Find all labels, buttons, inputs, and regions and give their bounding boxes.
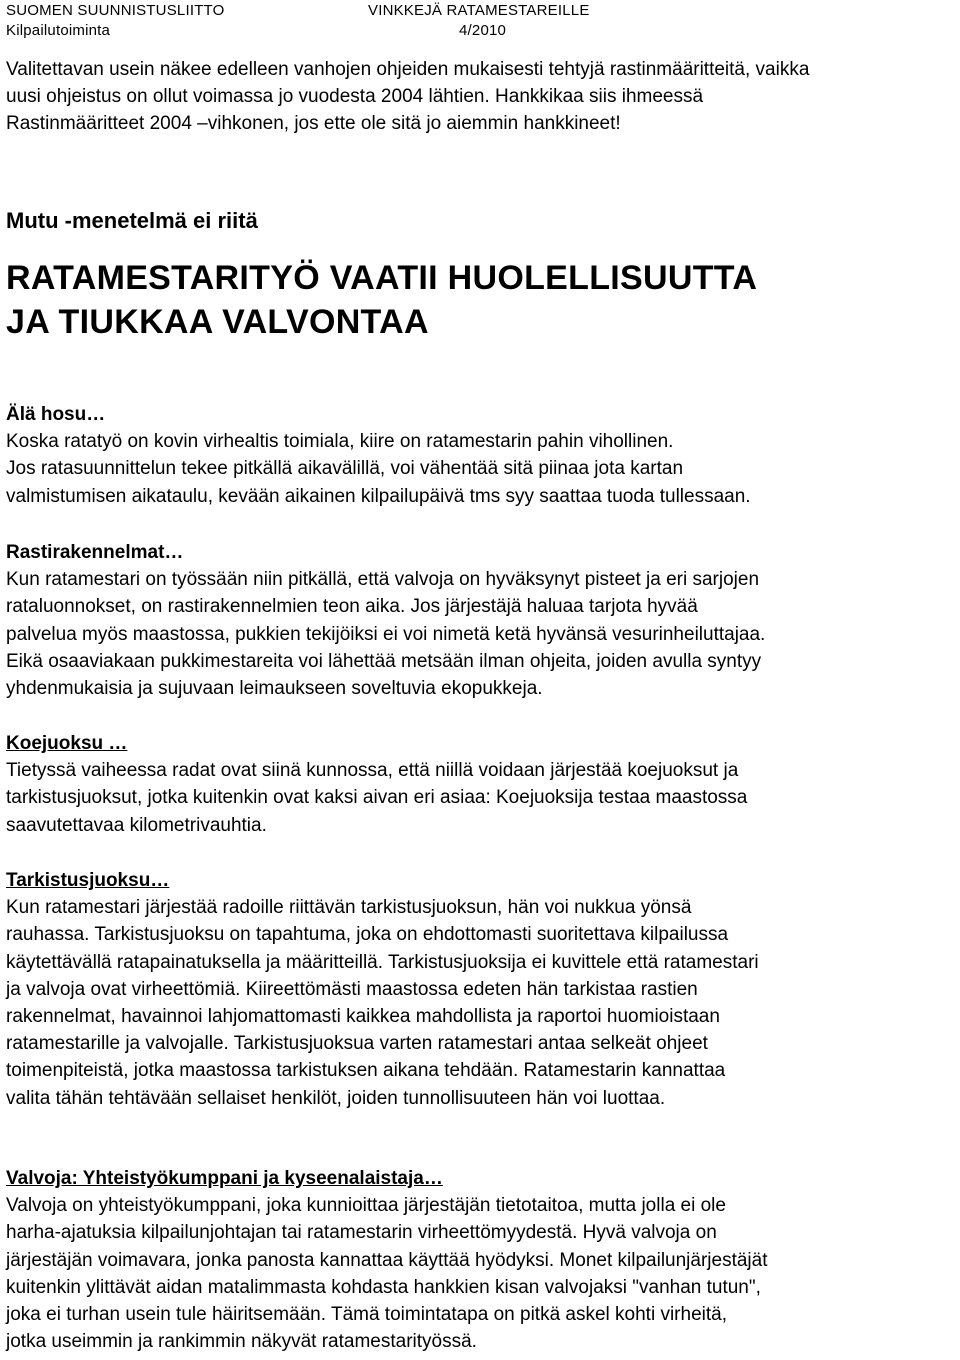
section-line: yhdenmukaisia ja sujuvaan leimaukseen soveltuvia ekopukkeja. [6,678,543,700]
header-org: SUOMEN SUUNNISTUSLIITTO [6,2,225,19]
section-line: Eikä osaaviakaan pukkimestareita voi lähettää metsään ilman ohjeita, joiden avulla syntyy [6,650,762,672]
section-line: harha-ajatuksia kilpailunjohtajan tai ratamestarin virheettömyydestä. Hyvä valvoja on [6,1222,717,1244]
header-title: VINKKEJÄ RATAMESTAREILLE [368,2,590,19]
section-line: Koska ratatyö on kovin virhealtis toimiala, kiire on ratamestarin pahin vihollinen. [6,431,674,453]
section-line: Jos ratasuunnittelun tekee pitkällä aikavälillä, voi vähentää sitä piinaa jota kartan [6,458,684,480]
section-line: Kun ratamestari on työssään niin pitkällä, että valvoja on hyväksynyt pisteet ja eri sarjojen [6,569,760,591]
intro-paragraph [6,56,956,138]
page-header-right [368,1,590,41]
section-heading: Koejuoksu … [6,733,128,754]
section-line: rataluonnokset, on rastirakennelmien teon aika. Jos järjestäjä haluaa tarjota hyvää [6,596,698,618]
section-line: palvelua myös maastossa, pukkien tekijöiksi ei voi nimetä ketä hyvänsä vesurinheiluttajaa. [6,623,766,645]
section-heading: Valvoja: Yhteistyökumppani ja kyseenalaistaja… [6,1168,443,1189]
section-line: rakennelmat, havainnoi lahjomattomasti kaikkea mahdollista ja raportoi huomioistaan [6,1006,720,1028]
section-koejuoksu [6,730,956,839]
intro-line: uusi ohjeistus on ollut voimassa jo vuodesta 2004 lähtien. Hankkikaa siis ihmeessä [6,86,704,108]
section-heading: Älä hosu… [6,404,106,425]
section-line: Tietyssä vaiheessa radat ovat siinä kunnossa, että niillä voidaan järjestää koejuoksut ja [6,760,739,782]
section-heading: Tarkistusjuoksu… [6,870,170,891]
section-line: saavutettavaa kilometrivauhtia. [6,814,267,836]
section-line: Valvoja on yhteistyökumppani, joka kunnioittaa järjestäjän tietotaitoa, mutta jolla ei ole [6,1195,726,1217]
main-heading-line: JA TIUKKAA VALVONTAA [6,303,429,341]
section-line: rauhassa. Tarkistusjuoksu on tapahtuma, joka on ehdottomasti suoritettava kilpailussa [6,924,729,946]
main-heading-line: RATAMESTARITYÖ VAATII HUOLELLISUUTTA [6,259,758,297]
page-header-left [6,1,225,41]
main-heading [6,256,757,344]
section-line: Kun ratamestari järjestää radoille riittävän tarkistusjuoksun, hän voi nukkua yönsä [6,897,692,919]
section-line: ratamestarille ja valvojalle. Tarkistusjuoksua varten ratamestari antaa selkeät ohjeet [6,1033,708,1055]
section-line: käytettävällä ratapainatuksella ja määritteillä. Tarkistusjuoksija ei kuvittele että ratamestari [6,951,759,973]
section-line: toimenpiteistä, jotka maastossa tarkistuksen aikana tehdään. Ratamestarin kannattaa [6,1060,726,1082]
section-tarkistusjuoksu [6,867,956,1112]
section-valvoja [6,1165,956,1355]
section-line: tarkistusjuoksut, jotka kuitenkin ovat kaksi aivan eri asiaa: Koejuoksija testaa maastossa [6,787,748,809]
section-line: joka ei turhan usein tule häiritsemään. Tämä toimintatapa on pitkä askel kohti virheitä, [6,1304,727,1326]
subheading: Mutu -menetelmä ei riitä [6,208,258,233]
section-line: valmistumisen aikataulu, kevään aikainen kilpailupäivä tms syy saattaa tuoda tullessaan. [6,485,751,507]
section-line: valita tähän tehtävään sellaiset henkilöt, joiden tunnollisuuteen hän voi luottaa. [6,1087,666,1109]
intro-line: Rastinmääritteet 2004 –vihkonen, jos ette ole sitä jo aiemmin hankkineet! [6,113,621,135]
section-line: ja valvoja ovat virheettömiä. Kiireettömästi maastossa edeten hän tarkistaa rastien [6,978,698,1000]
section-line: kuitenkin ylittävät aidan matalimmasta kohdasta hankkien kisan valvojaksi "vanhan tutun", [6,1276,761,1298]
section-heading: Rastirakennelmat… [6,542,184,563]
section-line: jotka useimmin ja rankimmin näkyvät ratamestarityössä. [6,1331,477,1353]
header-issue: 4/2010 [459,22,507,39]
section-ala-hosu [6,401,956,510]
header-dept: Kilpailutoiminta [6,22,111,39]
intro-line: Valitettavan usein näkee edelleen vanhojen ohjeiden mukaisesti tehtyjä rastinmääritteitä, vaikka [6,59,810,80]
section-line: järjestäjän voimavara, jonka panosta kannattaa käyttää hyödyksi. Monet kilpailunjärjestäjät [6,1249,768,1271]
section-rastirakennelmat [6,539,956,702]
